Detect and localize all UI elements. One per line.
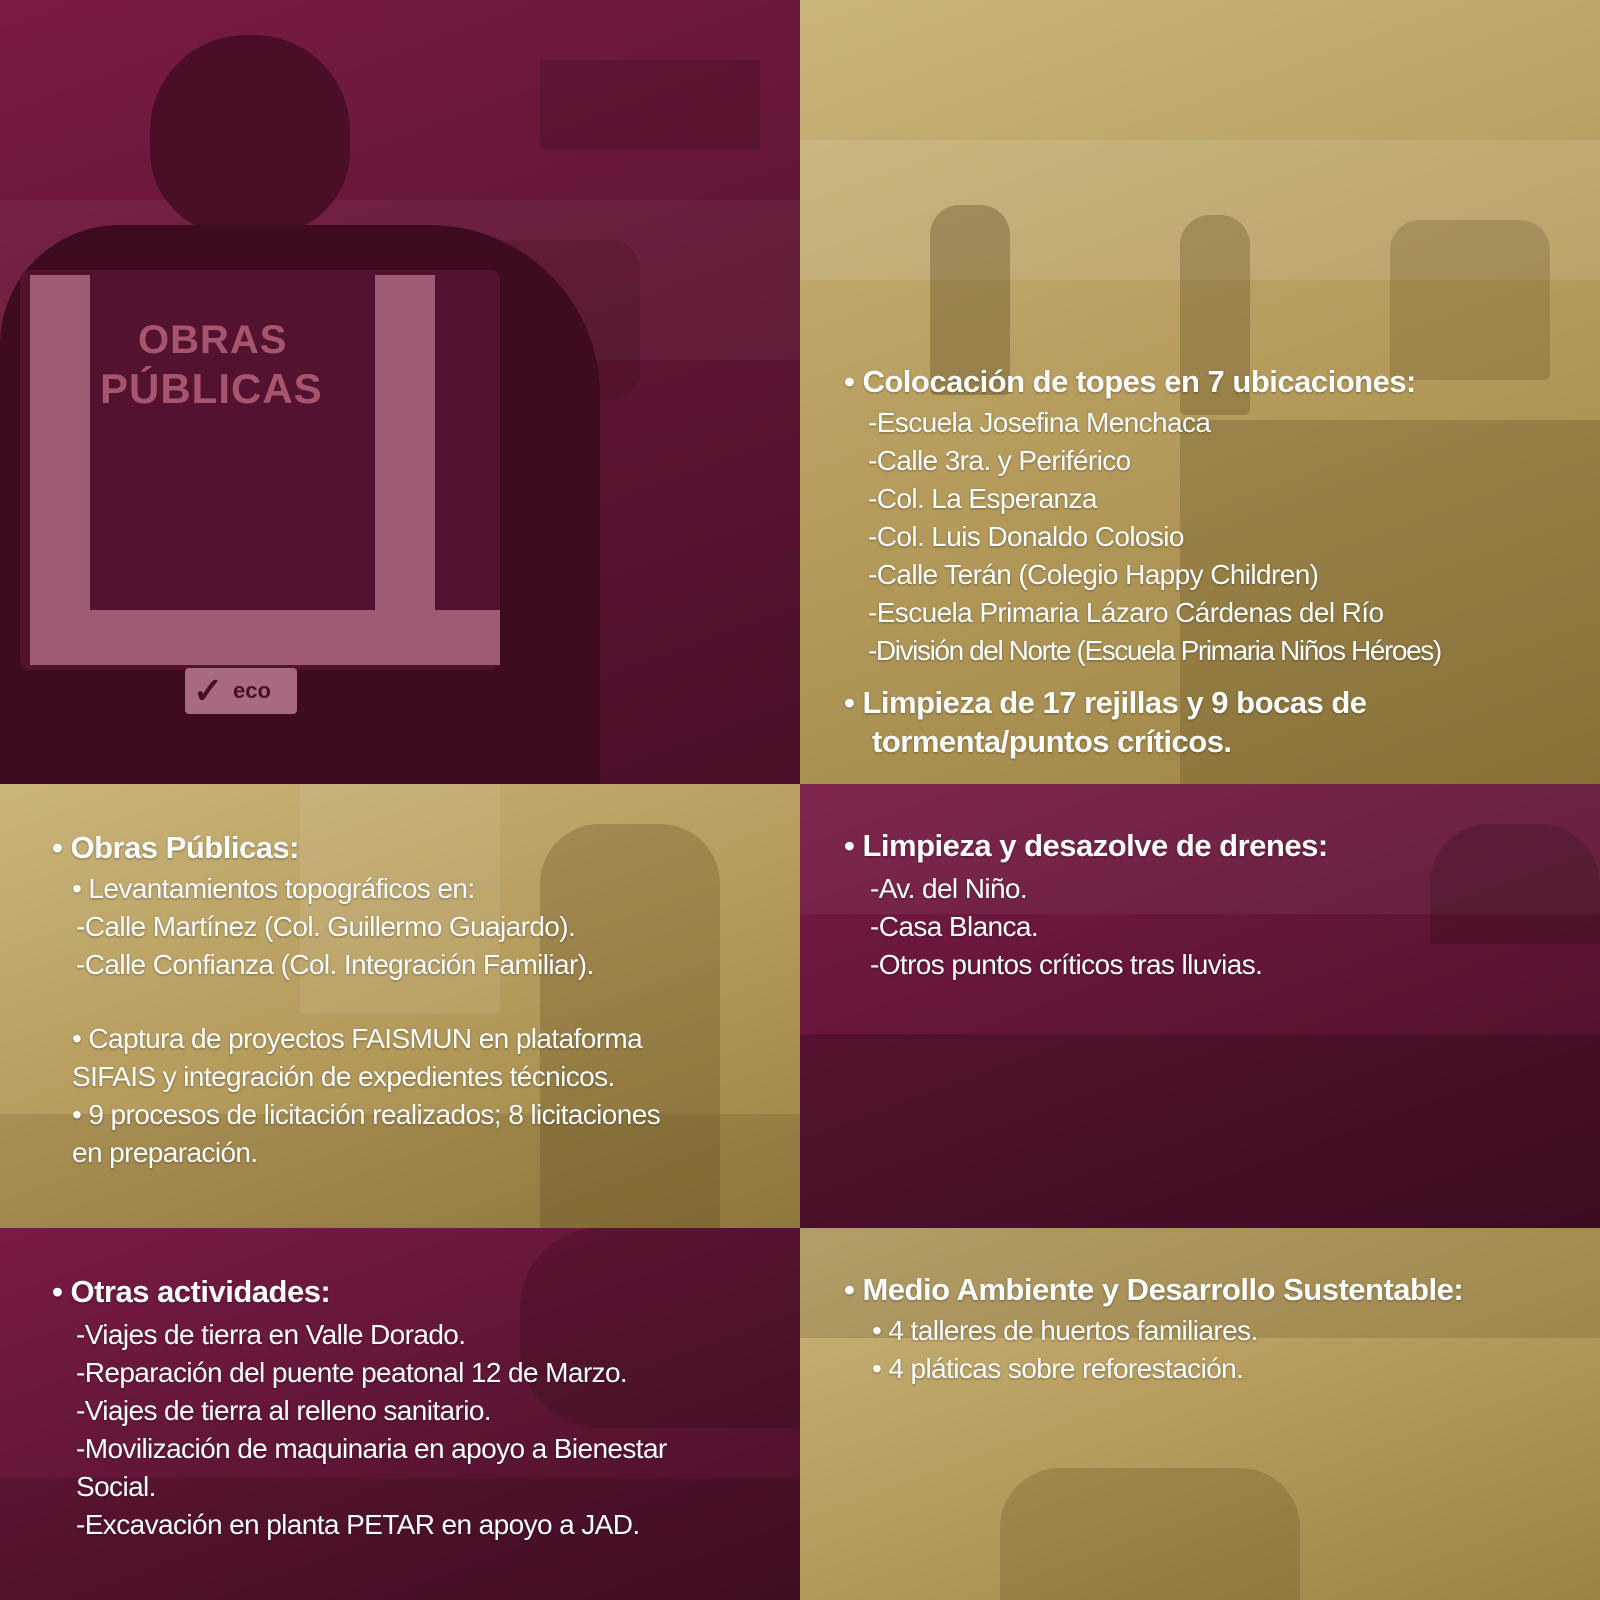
medio-heading: • Medio Ambiente y Desarrollo Sustentable: — [844, 1272, 1463, 1308]
rejillas-line2: tormenta/puntos críticos. — [872, 724, 1232, 759]
panel-medio-ambiente — [800, 1228, 1600, 1600]
vest-logo-line2: PÚBLICAS — [100, 365, 323, 412]
vest-logo-line1: OBRAS — [138, 318, 288, 362]
faismun-line1: • Captura de proyectos FAISMUN en plataforma — [72, 1023, 643, 1054]
otras-item-1: -Viajes de tierra en Valle Dorado. — [76, 1319, 466, 1350]
rejillas-line1: • Limpieza de 17 rejillas y 9 bocas de — [844, 685, 1367, 721]
topes-item-5: -Calle Terán (Colegio Happy Children) — [868, 559, 1319, 590]
topes-item-3: -Col. La Esperanza — [868, 483, 1097, 514]
topes-item-2: -Calle 3ra. y Periférico — [868, 445, 1131, 476]
licitacion-line2: en preparación. — [72, 1137, 258, 1168]
faismun-line2: SIFAIS y integración de expedientes técnicos. — [72, 1061, 615, 1092]
drenes-item-3: -Otros puntos críticos tras lluvias. — [870, 949, 1263, 980]
drenes-heading: • Limpieza y desazolve de drenes: — [844, 828, 1328, 864]
obras-sub: • Levantamientos topográficos en: — [72, 870, 475, 908]
obras-item-1: -Calle Martínez (Col. Guillermo Guajardo). — [76, 911, 576, 942]
topes-item-7: -División del Norte (Escuela Primaria Niños Héroes) — [868, 635, 1441, 666]
obras-heading: • Obras Públicas: — [52, 830, 299, 866]
medio-item-1: • 4 talleres de huertos familiares. — [872, 1312, 1258, 1350]
medio-item-2: • 4 pláticas sobre reforestación. — [872, 1350, 1243, 1388]
otras-heading: • Otras actividades: — [52, 1274, 330, 1310]
topes-heading: • Colocación de topes en 7 ubicaciones: — [844, 364, 1416, 400]
vest-badge-text: eco — [233, 678, 271, 703]
panel-topes — [800, 0, 1600, 784]
check-icon: ✓ — [193, 670, 224, 711]
licitacion-line1: • 9 procesos de licitación realizados; 8 licitaciones — [72, 1099, 661, 1130]
topes-item-4: -Col. Luis Donaldo Colosio — [868, 521, 1184, 552]
vest-reflective-strip-right — [375, 275, 435, 665]
otras-item-2: -Reparación del puente peatonal 12 de Marzo. — [76, 1357, 628, 1388]
panel-worker-photo — [0, 0, 800, 784]
otras-item-4-cont: Social. — [76, 1471, 156, 1502]
otras-item-5: -Excavación en planta PETAR en apoyo a JAD. — [76, 1509, 640, 1540]
vest-badge — [185, 668, 297, 714]
drenes-item-1: -Av. del Niño. — [870, 873, 1028, 904]
topes-item-6: -Escuela Primaria Lázaro Cárdenas del Río — [868, 597, 1384, 628]
obras-item-2: -Calle Confianza (Col. Integración Familiar). — [76, 949, 594, 980]
vest-reflective-strip-left — [30, 275, 90, 665]
otras-item-4: -Movilización de maquinaria en apoyo a Bienestar — [76, 1433, 667, 1464]
topes-item-1: -Escuela Josefina Menchaca — [868, 407, 1211, 438]
drenes-item-2: -Casa Blanca. — [870, 911, 1039, 942]
vest-reflective-strip-bottom — [30, 610, 500, 665]
panel-otras-actividades — [0, 1228, 800, 1600]
panel-obras-publicas — [0, 784, 800, 1228]
worker-head — [150, 35, 350, 235]
panel-drenes — [800, 784, 1600, 1228]
otras-item-3: -Viajes de tierra al relleno sanitario. — [76, 1395, 491, 1426]
